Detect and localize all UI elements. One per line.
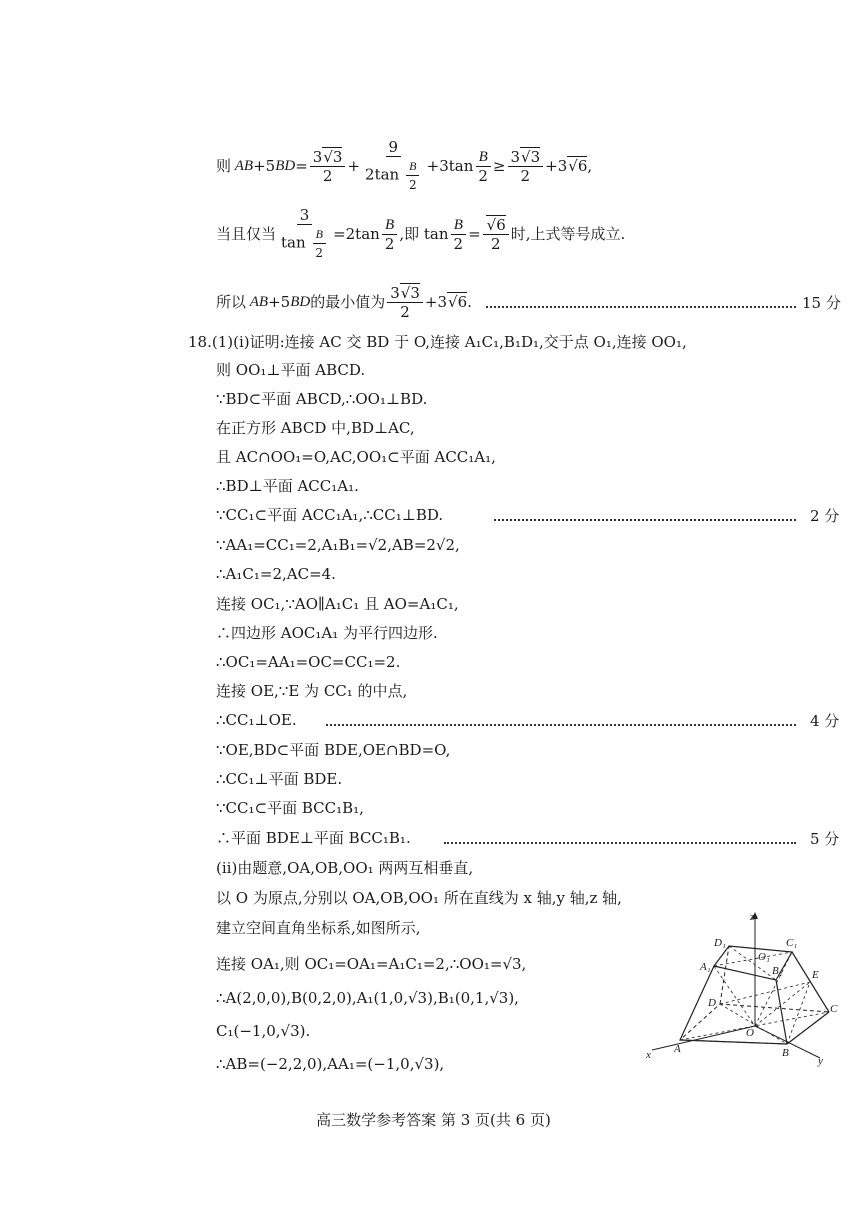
figure-label-b1: B₁ <box>772 965 783 977</box>
problem-18-line-13: 连接 OE,∵E 为 CC₁ 的中点, <box>216 682 408 700</box>
problem-18-line-18: ∴平面 BDE⊥平面 BCC₁B₁. <box>216 829 411 847</box>
problem-18-line-12: ∴OC₁=AA₁=OC=CC₁=2. <box>216 653 401 671</box>
problem-18-line-10: 连接 OC₁,∵AO∥A₁C₁ 且 AO=A₁C₁, <box>216 595 459 613</box>
figure-label-c: C <box>830 1003 838 1015</box>
figure-label-d: D <box>708 997 716 1009</box>
figure-label-d1: D₁ <box>714 937 726 949</box>
score-leader-dots <box>444 842 796 844</box>
problem-18-line-7: ∵CC₁⊂平面 ACC₁A₁,∴CC₁⊥BD. <box>216 506 444 524</box>
problem-18-line-6: ∴BD⊥平面 ACC₁A₁. <box>216 477 359 495</box>
equation-line-2: 当且仅当 3 tan $\frac{B}{2}$ =2tan $\frac{B}{2}$ ,即 tan $\frac{B}{2}$ = $\frac{√6}{2}$ 时,上式等号成立. <box>216 206 626 260</box>
problem-18-line-9: ∴A₁C₁=2,AC=4. <box>216 565 336 583</box>
figure-label-c1: C₁ <box>786 937 798 949</box>
figure-label-z: z <box>750 911 755 923</box>
figure-label-y: y <box>818 1055 823 1067</box>
figure-label-o: O <box>746 1027 754 1039</box>
problem-18-line-1: 18.(1)(ⅰ)证明:连接 AC 交 BD 于 O,连接 A₁C₁,B₁D₁,交于点 O₁,连接 OO₁, <box>188 333 687 351</box>
score-15: 15 分 <box>802 294 841 312</box>
problem-18-line-21: 建立空间直角坐标系,如图所示, <box>216 919 421 937</box>
equation-line-1: 则 AB +5 BD = $\frac{3√3}{2}$ + 9 2tan $\frac{B}{2}$ +3tan $\frac{B}{2}$ ≥ $\frac{3√3}{2}$ +3√6, <box>216 138 593 192</box>
problem-18-line-17: ∵CC₁⊂平面 BCC₁B₁, <box>216 799 364 817</box>
page-footer: 高三数学参考答案 第 3 页(共 6 页) <box>316 1111 551 1129</box>
score-2: 2 分 <box>810 507 840 525</box>
problem-18-line-3: ∵BD⊂平面 ABCD,∴OO₁⊥BD. <box>216 390 428 408</box>
figure-label-a: A <box>674 1043 681 1055</box>
figure-label-x: x <box>646 1049 651 1061</box>
score-leader-dots <box>486 306 796 308</box>
problem-18-line-25: ∴AB=(−2,2,0),AA₁=(−1,0,√3), <box>216 1055 445 1073</box>
problem-18-line-19: (ⅱ)由题意,OA,OB,OO₁ 两两互相垂直, <box>216 859 474 877</box>
problem-18-line-5: 且 AC∩OO₁=O,AC,OO₁⊂平面 ACC₁A₁, <box>216 448 496 466</box>
problem-18-line-14: ∴CC₁⊥OE. <box>216 711 297 729</box>
problem-18-line-22: 连接 OA₁,则 OC₁=OA₁=A₁C₁=2,∴OO₁=√3, <box>216 955 527 973</box>
score-4: 4 分 <box>810 712 840 730</box>
score-5: 5 分 <box>810 830 840 848</box>
figure-label-b: B <box>782 1047 789 1059</box>
problem-18-line-2: 则 OO₁⊥平面 ABCD. <box>216 361 366 379</box>
problem-18-line-8: ∵AA₁=CC₁=2,A₁B₁=√2,AB=2√2, <box>216 536 460 554</box>
problem-18-line-15: ∵OE,BD⊂平面 BDE,OE∩BD=O, <box>216 741 451 759</box>
figure-label-a1: A₁ <box>700 961 711 973</box>
score-leader-dots <box>326 724 796 726</box>
problem-18-line-20: 以 O 为原点,分别以 OA,OB,OO₁ 所在直线为 x 轴,y 轴,z 轴, <box>216 889 622 907</box>
problem-18-line-4: 在正方形 ABCD 中,BD⊥AC, <box>216 419 415 437</box>
problem-18-line-24: C₁(−1,0,√3). <box>216 1022 311 1040</box>
score-leader-dots <box>494 519 796 521</box>
problem-18-line-11: ∴四边形 AOC₁A₁ 为平行四边形. <box>216 624 438 642</box>
frustum-figure <box>642 908 842 1068</box>
problem-18-line-16: ∴CC₁⊥平面 BDE. <box>216 770 343 788</box>
equation-line-3: 所以 AB +5 BD 的最小值为 $\frac{3√3}{2}$ +3√6. <box>216 283 472 321</box>
figure-label-o1: O₁ <box>758 951 770 963</box>
figure-label-e: E <box>812 969 819 981</box>
problem-18-line-23: ∴A(2,0,0),B(0,2,0),A₁(1,0,√3),B₁(0,1,√3), <box>216 989 519 1007</box>
